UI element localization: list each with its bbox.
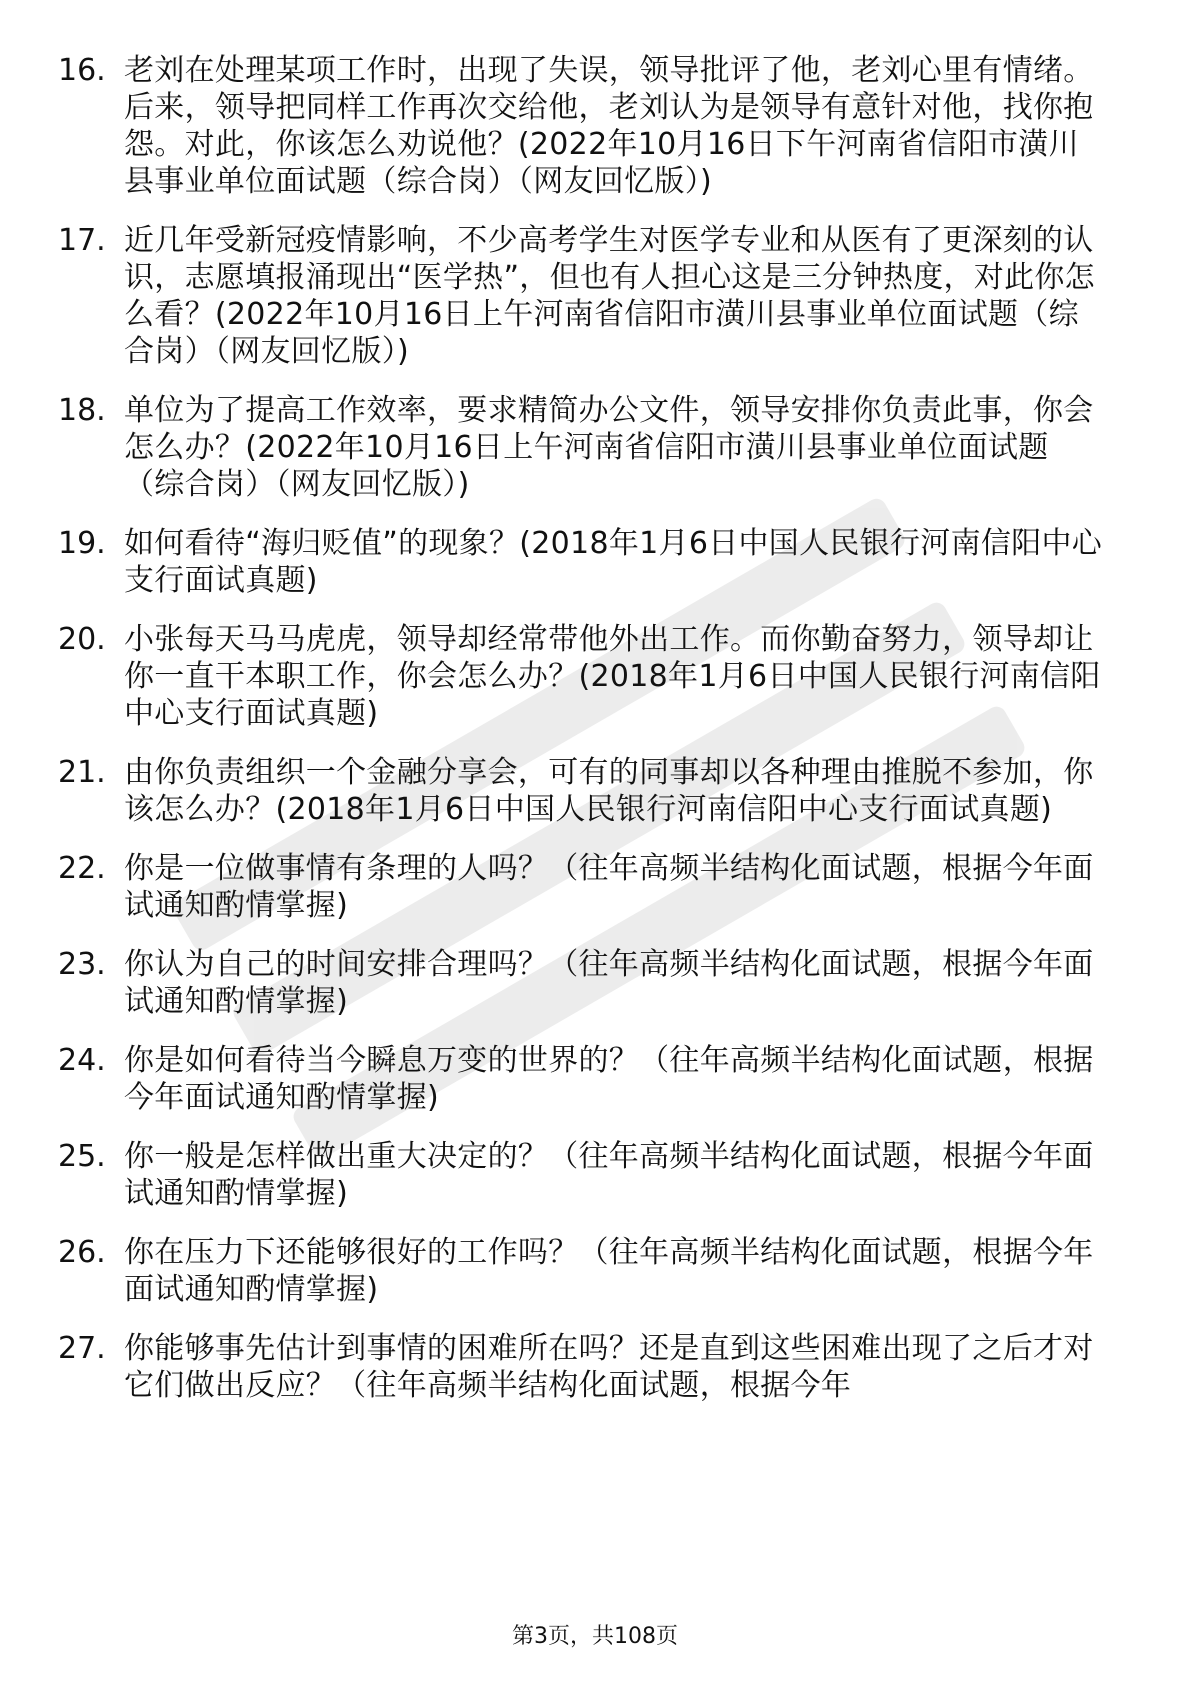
question-number: 17.: [58, 223, 106, 258]
question-number: 18.: [58, 393, 106, 428]
question-item: [58, 850, 1108, 924]
question-number: 16.: [58, 53, 106, 88]
question-text: 单位为了提高工作效率，要求精简办公文件，领导安排你负责此事，你会怎么办？(2022年10月16日上午河南省信阳市潢川县事业单位面试题（综合岗）（网友回忆版）): [124, 393, 1094, 502]
question-text: 你一般是怎样做出重大决定的？（往年高频半结构化面试题，根据今年面试通知酌情掌握): [124, 1139, 1094, 1211]
question-number: 25.: [58, 1139, 106, 1174]
question-text: 如何看待“海归贬值”的现象？(2018年1月6日中国人民银行河南信阳中心支行面试真题): [124, 526, 1103, 598]
question-number: 26.: [58, 1235, 106, 1270]
page-number: 第3页，共108页: [512, 1624, 678, 1649]
question-text: 你是一位做事情有条理的人吗？（往年高频半结构化面试题，根据今年面试通知酌情掌握): [124, 851, 1094, 923]
question-item: [58, 1330, 1108, 1404]
question-text: 你能够事先估计到事情的困难所在吗？还是直到这些困难出现了之后才对它们做出反应？（往年高频半结构化面试题，根据今年: [124, 1331, 1094, 1403]
question-text: 老刘在处理某项工作时，出现了失误，领导批评了他，老刘心里有情绪。后来，领导把同样工作再次交给他，老刘认为是领导有意针对他，找你抱怨。对此，你该怎么劝说他？(2022年10月16日下午河南省信阳市潢川县事业单位面试题（综合岗）（网友回忆版）): [124, 53, 1094, 199]
question-number: 23.: [58, 947, 106, 982]
question-text: 你在压力下还能够很好的工作吗？（往年高频半结构化面试题，根据今年面试通知酌情掌握): [124, 1235, 1094, 1307]
question-number: 22.: [58, 851, 106, 886]
question-text: 近几年受新冠疫情影响，不少高考学生对医学专业和从医有了更深刻的认识，志愿填报涌现出“医学热”，但也有人担心这是三分钟热度，对此你怎么看？(2022年10月16日上午河南省信阳市潢川县事业单位面试题（综合岗）（网友回忆版）): [124, 223, 1095, 369]
question-item: [58, 1234, 1108, 1308]
question-number: 20.: [58, 622, 106, 657]
question-item: [58, 392, 1108, 503]
question-text: 你是如何看待当今瞬息万变的世界的？（往年高频半结构化面试题，根据今年面试通知酌情掌握): [124, 1043, 1094, 1115]
question-text: 你认为自己的时间安排合理吗？（往年高频半结构化面试题，根据今年面试通知酌情掌握): [124, 947, 1094, 1019]
question-item: [58, 1042, 1108, 1116]
question-item: [58, 946, 1108, 1020]
question-text: 小张每天马马虎虎，领导却经常带他外出工作。而你勤奋努力，领导却让你一直干本职工作，你会怎么办？(2018年1月6日中国人民银行河南信阳中心支行面试真题): [124, 622, 1101, 731]
question-item: [58, 621, 1108, 732]
question-item: [58, 525, 1108, 599]
question-item: [58, 222, 1108, 370]
question-number: 24.: [58, 1043, 106, 1078]
question-number: 19.: [58, 526, 106, 561]
question-list: [58, 52, 1108, 1426]
question-item: [58, 1138, 1108, 1212]
question-item: [58, 754, 1108, 828]
question-number: 27.: [58, 1331, 106, 1366]
question-text: 由你负责组织一个金融分享会，可有的同事却以各种理由推脱不参加，你该怎么办？(2018年1月6日中国人民银行河南信阳中心支行面试真题): [124, 755, 1094, 827]
page-footer: [0, 1622, 1190, 1652]
question-number: 21.: [58, 755, 106, 790]
question-item: [58, 52, 1108, 200]
